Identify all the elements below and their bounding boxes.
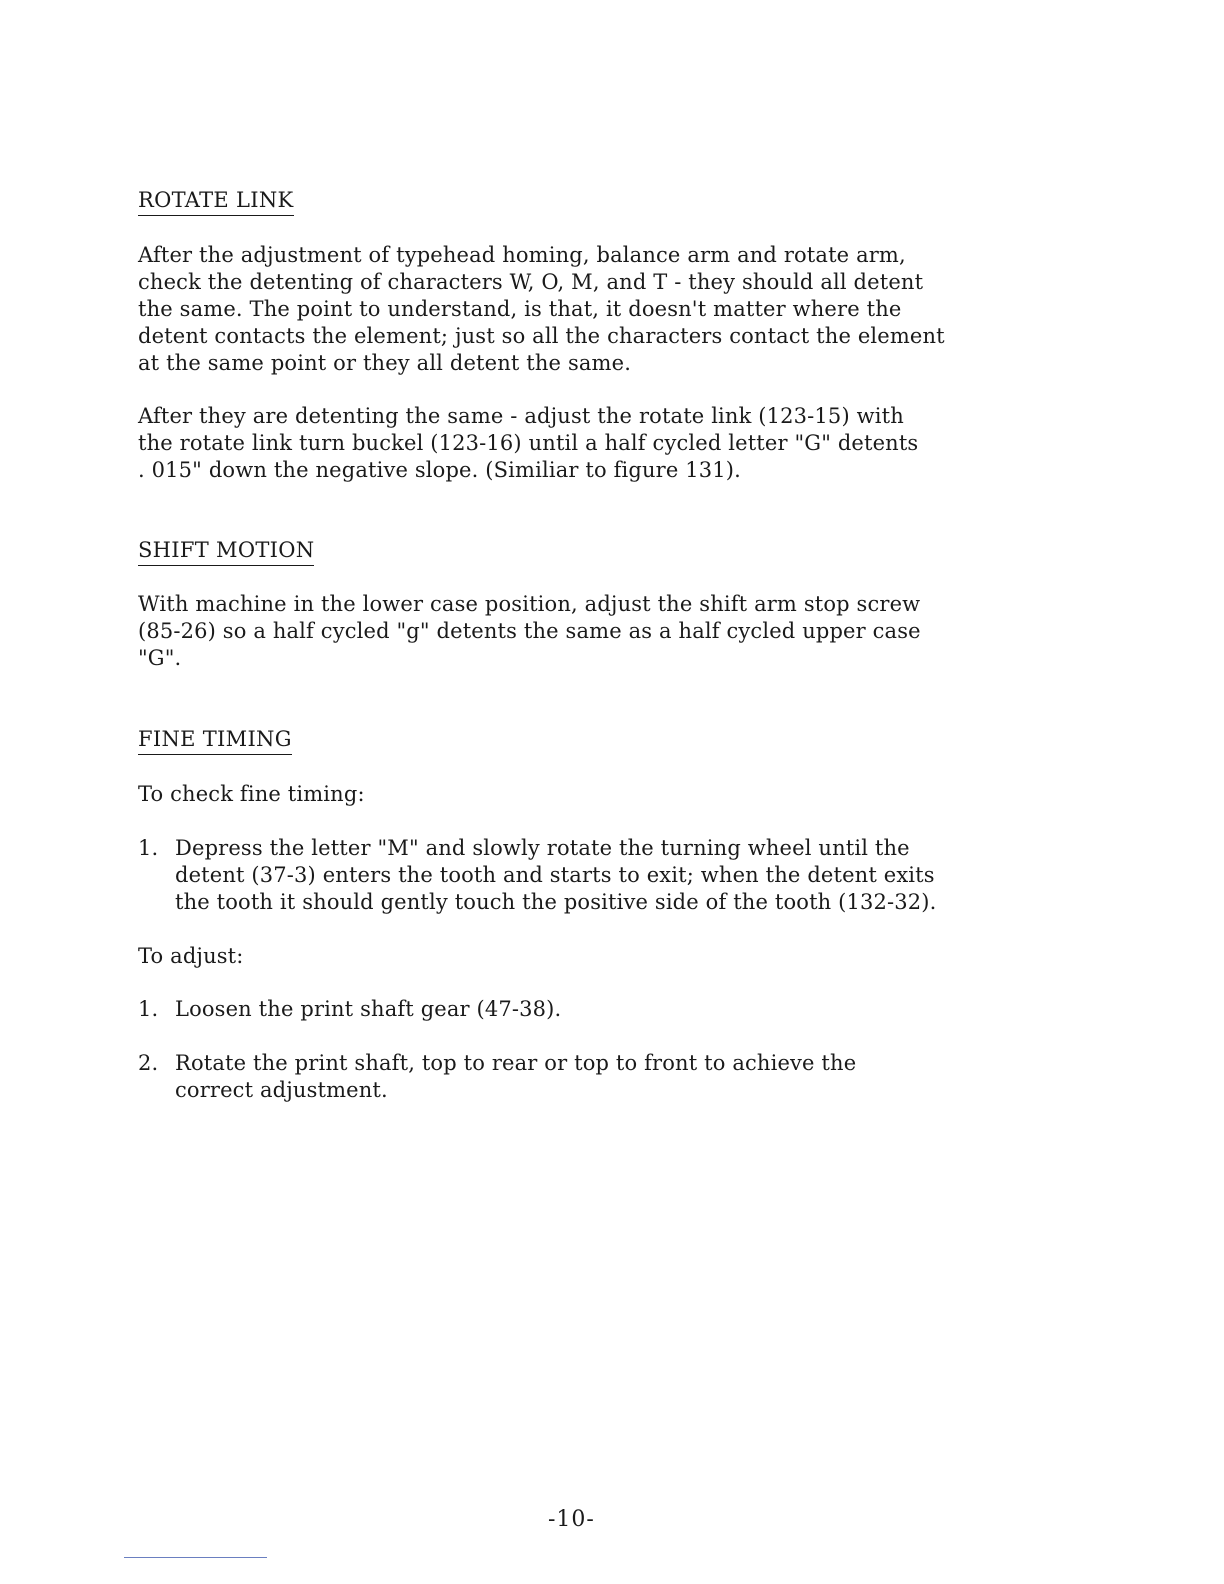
fine-timing-adjust-intro: To adjust: (138, 944, 244, 968)
section-heading-fine-timing: FINE TIMING (138, 727, 292, 755)
fine-timing-check-intro: To check fine timing: (138, 782, 365, 806)
adjust-step-2 (138, 1050, 1038, 1104)
adjust-step-1-number: 1. (138, 997, 159, 1021)
shift-motion-paragraph-1: With machine in the lower case position, adjust the shift arm stop screw (85-26) so a half cycled "g" detents the same as a half cycled upper case "G". (138, 592, 921, 670)
section-heading-rotate-link: ROTATE LINK (138, 188, 294, 216)
page-number: -10- (548, 1507, 595, 1532)
bottom-rule-line (124, 1557, 267, 1558)
section-heading-shift-motion: SHIFT MOTION (138, 538, 314, 566)
rotate-link-paragraph-1: After the adjustment of typehead homing, balance arm and rotate arm, check the detenting of characters W, O, M, and T - they should all detent the same. The point to understand, is that, it doesn't matter where the detent contacts the element; just so all the characters contact the element at the same point or they all detent the same. (138, 243, 945, 375)
check-step-1 (138, 835, 1038, 916)
adjust-step-2-text: Rotate the print shaft, top to rear or top to front to achieve the correct adjustment. (175, 1051, 857, 1102)
check-step-1-text: Depress the letter "M" and slowly rotate the turning wheel until the detent (37-3) enters the tooth and starts to exit; when the detent exits the tooth it should gently touch the positive side of the tooth (132-32). (175, 836, 937, 914)
adjust-step-1-text: Loosen the print shaft gear (47-38). (175, 997, 562, 1021)
rotate-link-paragraph-2: After they are detenting the same - adjust the rotate link (123-15) with the rotate link turn buckel (123-16) until a half cycled letter "G" detents . 015" down the negative slope. (Similiar to figure 131). (138, 404, 919, 482)
adjust-step-2-number: 2. (138, 1051, 159, 1075)
check-step-1-number: 1. (138, 836, 159, 860)
adjust-step-1 (138, 996, 1038, 1023)
